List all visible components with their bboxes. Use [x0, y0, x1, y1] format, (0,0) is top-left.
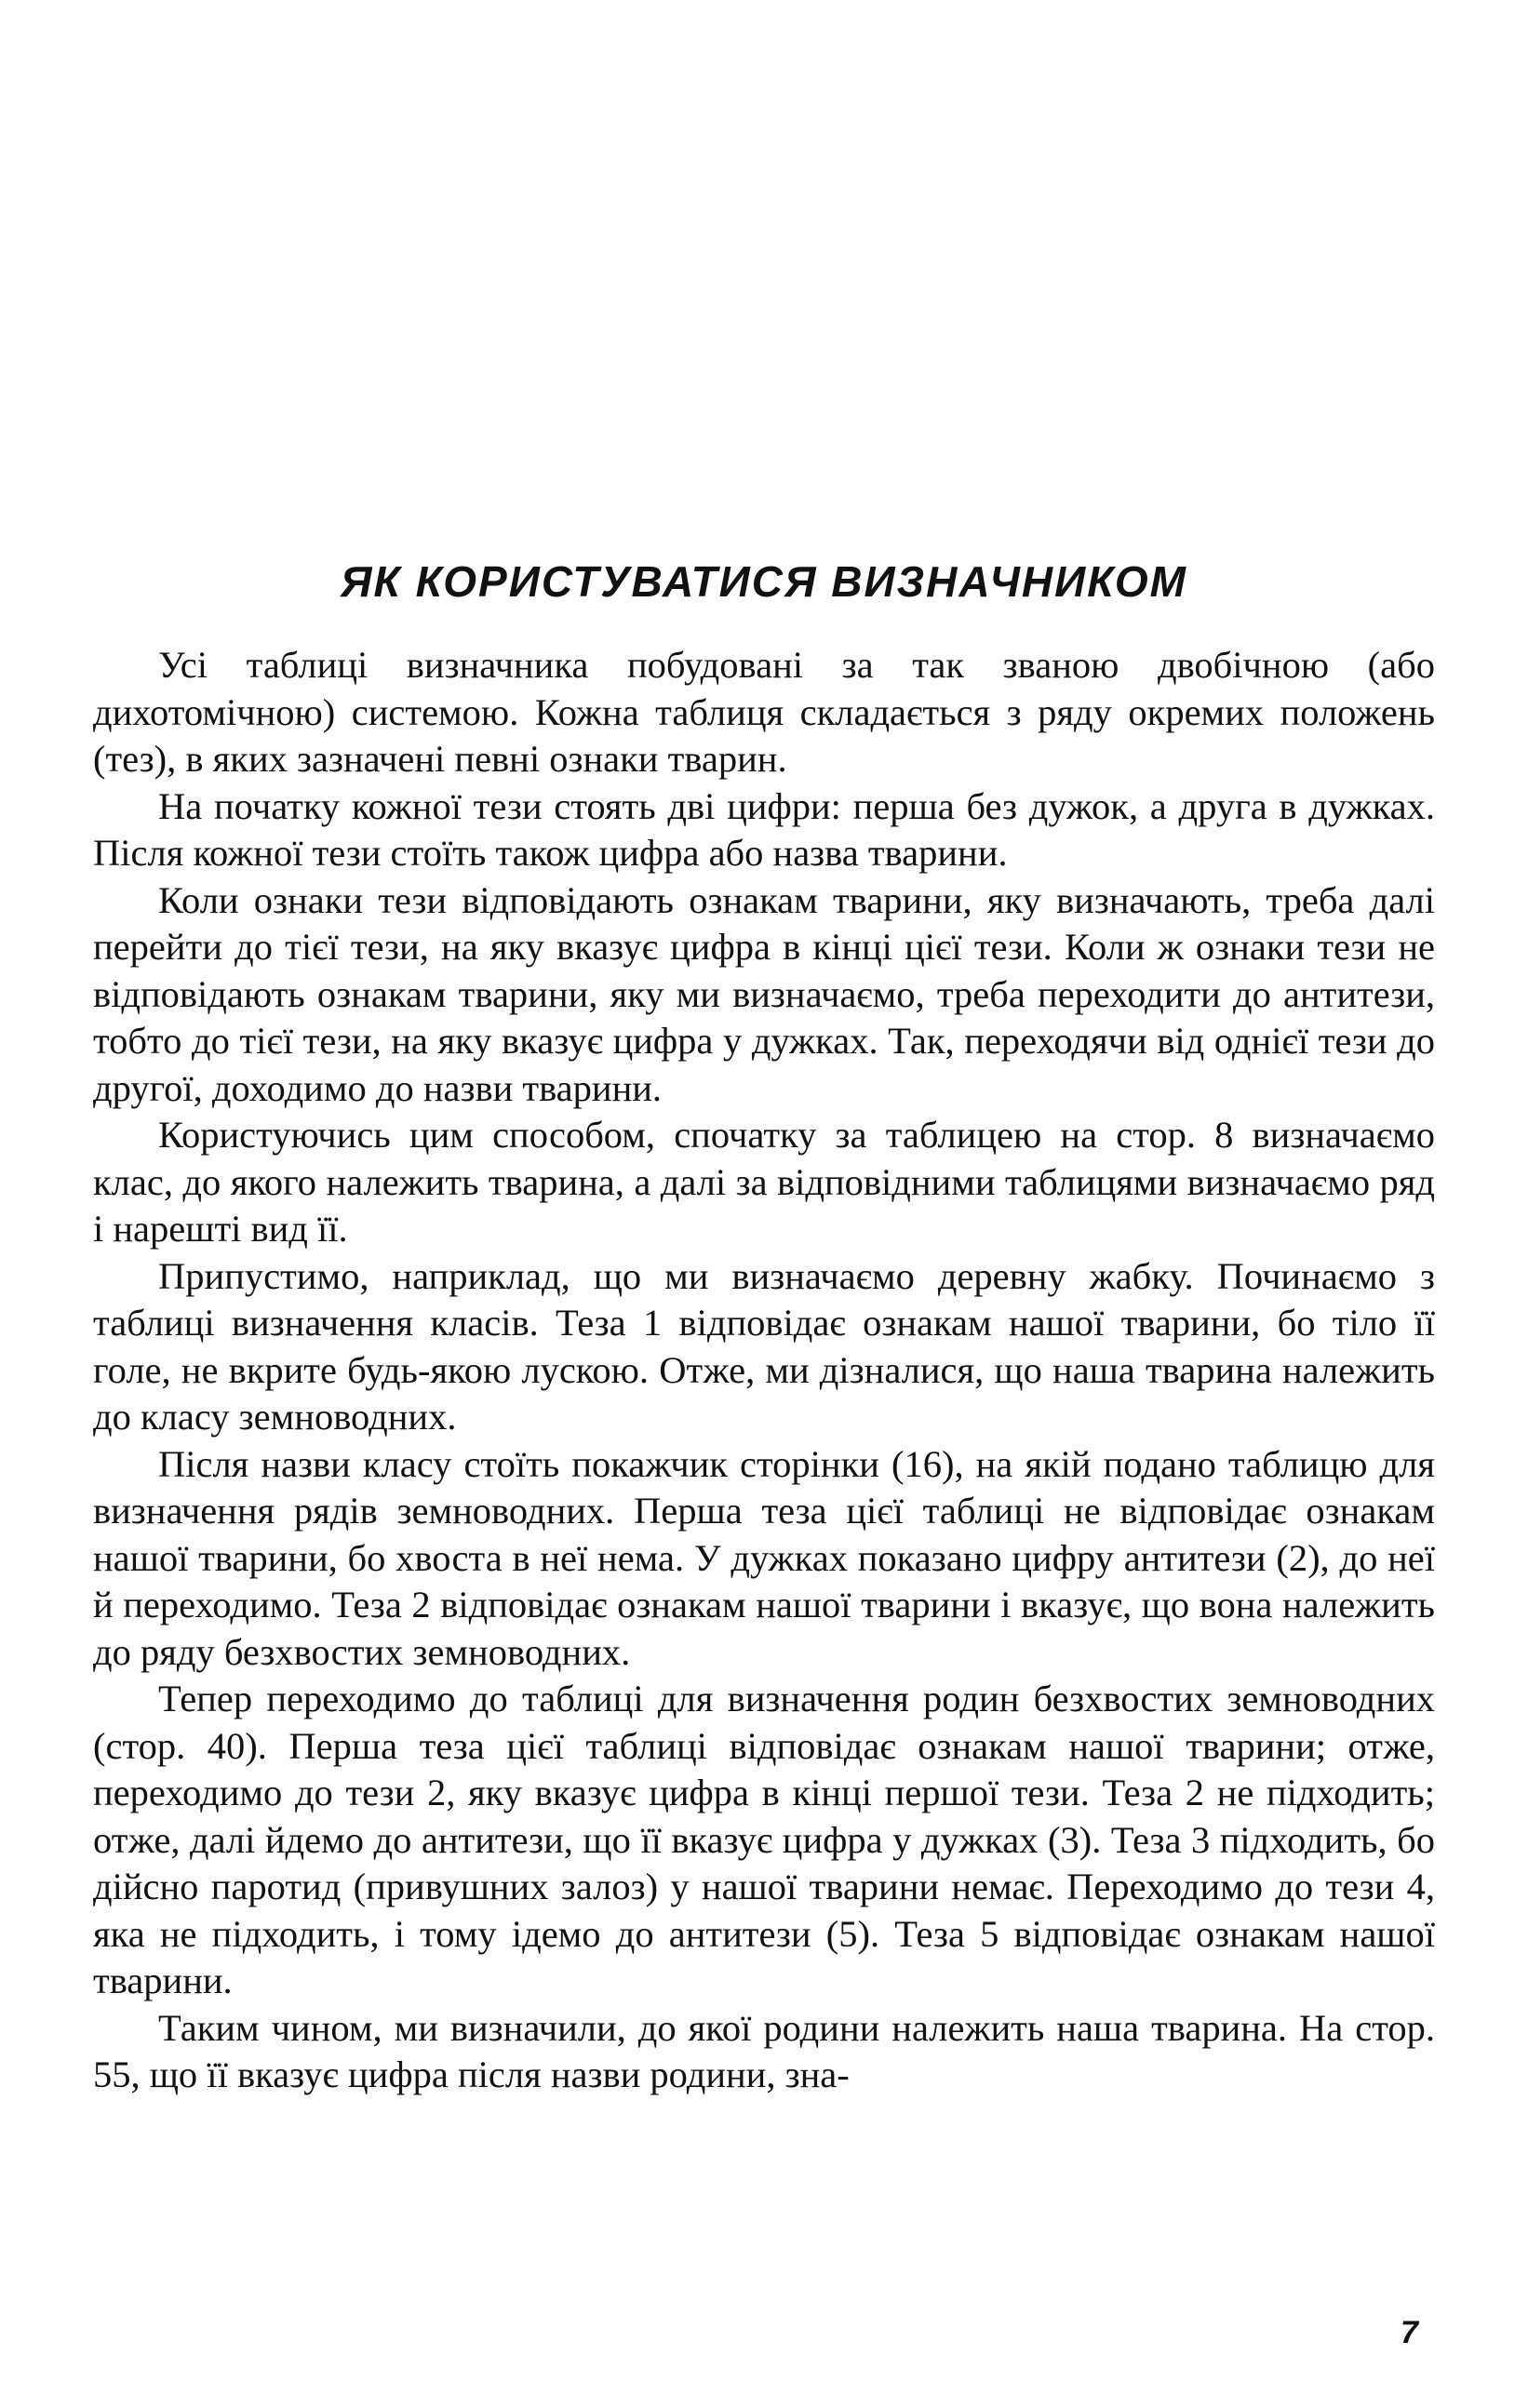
page-number: 7 — [1401, 2315, 1418, 2350]
paragraph: Усі таблиці визначника побудовані за так званою двобічною (або дихотомічною) системою. Кожна таблиця складається з ряду окремих положень (тез), в яких зазначені певні ознаки тварин. — [93, 644, 1435, 780]
paragraph: Після назви класу стоїть покажчик сторінки (16), на якій подано таблицю для визначення рядів земноводних. Перша теза цієї таблиці не відповідає ознакам нашої тварини, бо хвоста в неї нема. У дужках показано цифру антитези (2), до неї й переходимо. Теза 2 відповідає ознакам нашої тварини і вказує, що вона належить до ряду безхвостих земноводних. — [93, 1442, 1435, 1673]
paragraph: На початку кожної тези стоять дві цифри: перша без дужок, а друга в дужках. Після кожної тези стоїть також цифра або назва тварини. — [93, 784, 1435, 874]
paragraph: Припустимо, наприклад, що ми визначаємо деревну жабку. Починаємо з таблиці визначення класів. Теза 1 відповідає ознакам нашої тварини, бо тіло її голе, не вкрите будь-якою лускою. Отже, ми дізналися, що наша тварина належить до класу земноводних. — [93, 1254, 1435, 1438]
page-title: ЯК КОРИСТУВАТИСЯ ВИЗНАЧНИКОМ — [341, 557, 1187, 606]
body-text — [93, 642, 1435, 2099]
paragraph: Тепер переходимо до таблиці для визначення родин безхвостих земноводних (стор. 40). Перша теза цієї таблиці відповідає ознакам нашої тварини; отже, переходимо до тези 2, яку вказує цифра в кінці першої тези. Теза 2 не підходить; отже, далі йдемо до антитези, що її вказує цифра у дужках (3). Теза 3 підходить, бо дійсно паротид (привушних залоз) у нашої тварини немає. Переходимо до тези 4, яка не підходить, і тому ідемо до антитези (5). Теза 5 відповідає ознакам нашої тварини. — [93, 1678, 1435, 2001]
paragraph: Користуючись цим способом, спочатку за таблицею на стор. 8 визначаємо клас, до якого належить тварина, а далі за відповідними таблицями визначаємо ряд і нарешті вид її. — [93, 1114, 1435, 1250]
paragraph: Коли ознаки тези відповідають ознакам тварини, яку визначають, треба далі перейти до тієї тези, на яку вказує цифра в кінці цієї тези. Коли ж ознаки тези не відповідають ознакам тварини, яку ми визначаємо, треба переходити до антитези, тобто до тієї тези, на яку вказує цифра у дужках. Так, переходячи від однієї тези до другої, доходимо до назви тварини. — [93, 878, 1435, 1109]
paragraph: Таким чином, ми визначили, до якої родини належить наша тварина. На стор. 55, що її вказує цифра після назви родини, зна- — [93, 2006, 1435, 2095]
